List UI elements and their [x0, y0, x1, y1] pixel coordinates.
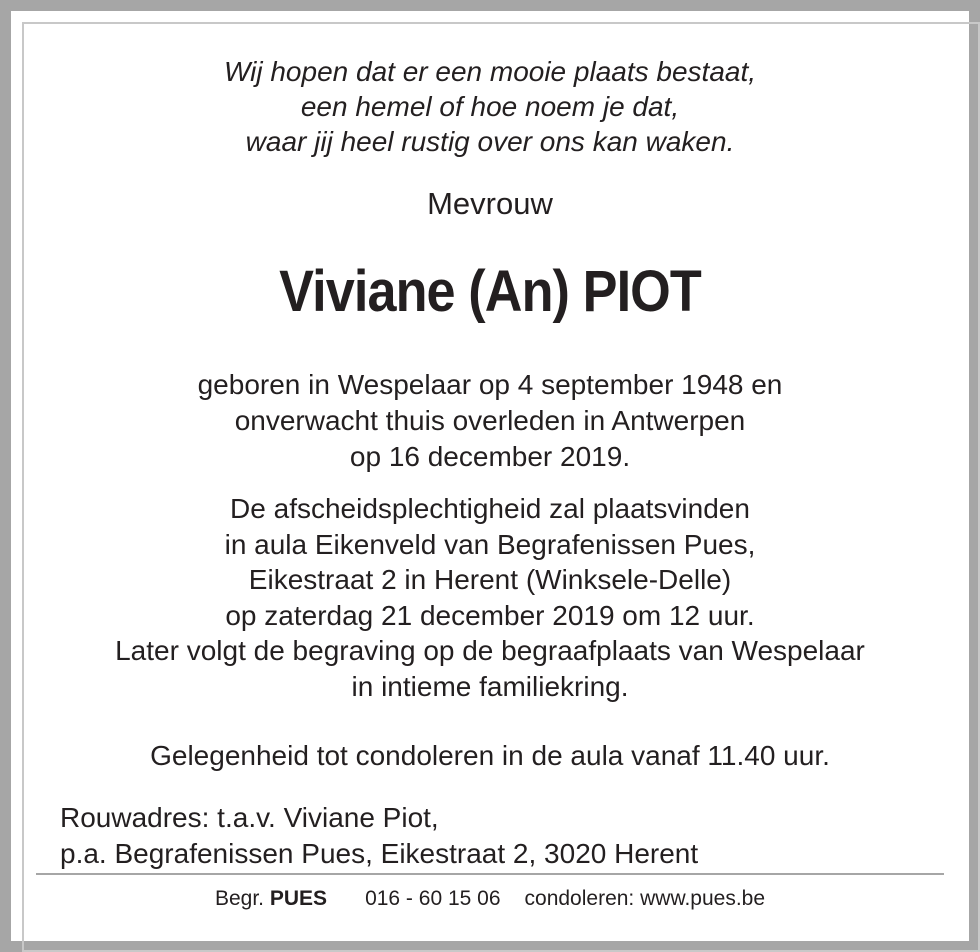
- ceremony-line-3: Eikestraat 2 in Herent (Winksele-Delle): [248, 564, 732, 595]
- deceased-name: Viviane (An) PIOT: [279, 259, 701, 324]
- website-link[interactable]: www.pues.be: [640, 887, 766, 910]
- footer: [0, 884, 980, 914]
- birth-death-line-2: onverwacht thuis overleden in Antwerpen: [234, 405, 746, 436]
- ceremony-line-4: op zaterdag 21 december 2019 om 12 uur.: [225, 600, 755, 631]
- ceremony-line-1: De afscheidsplechtigheid zal plaatsvinden: [230, 493, 750, 524]
- mourning-address-line-1: Rouwadres: t.a.v. Viviane Piot,: [60, 802, 439, 833]
- birth-death-line-1: geboren in Wespelaar op 4 september 1948 en: [197, 369, 783, 400]
- poem-line-1: Wij hopen dat er een mooie plaats bestaat,: [223, 56, 757, 87]
- undertaker-phone: 016 - 60 15 06: [365, 887, 501, 910]
- poem-line-2: een hemel of hoe noem je dat,: [300, 91, 680, 122]
- ceremony-line-2: in aula Eikenveld van Begrafenissen Pues,: [224, 529, 756, 560]
- title-prefix: Mevrouw: [427, 186, 553, 221]
- condolence-note: Gelegenheid tot condoleren in de aula vanaf 11.40 uur.: [150, 740, 830, 771]
- undertaker-prefix: Begr.: [214, 887, 265, 910]
- ceremony-line-6: in intieme familiekring.: [351, 671, 629, 702]
- poem-line-3: waar jij heel rustig over ons kan waken.: [245, 126, 735, 157]
- footer-divider: [36, 873, 944, 875]
- condolence-label: condoleren:: [524, 887, 635, 910]
- mourning-address-line-2: p.a. Begrafenissen Pues, Eikestraat 2, 3020 Herent: [60, 838, 699, 869]
- ceremony-line-5: Later volgt de begraving op de begraafplaats van Wespelaar: [115, 635, 865, 666]
- birth-death-line-3: op 16 december 2019.: [349, 441, 631, 472]
- undertaker-name: PUES: [269, 887, 328, 910]
